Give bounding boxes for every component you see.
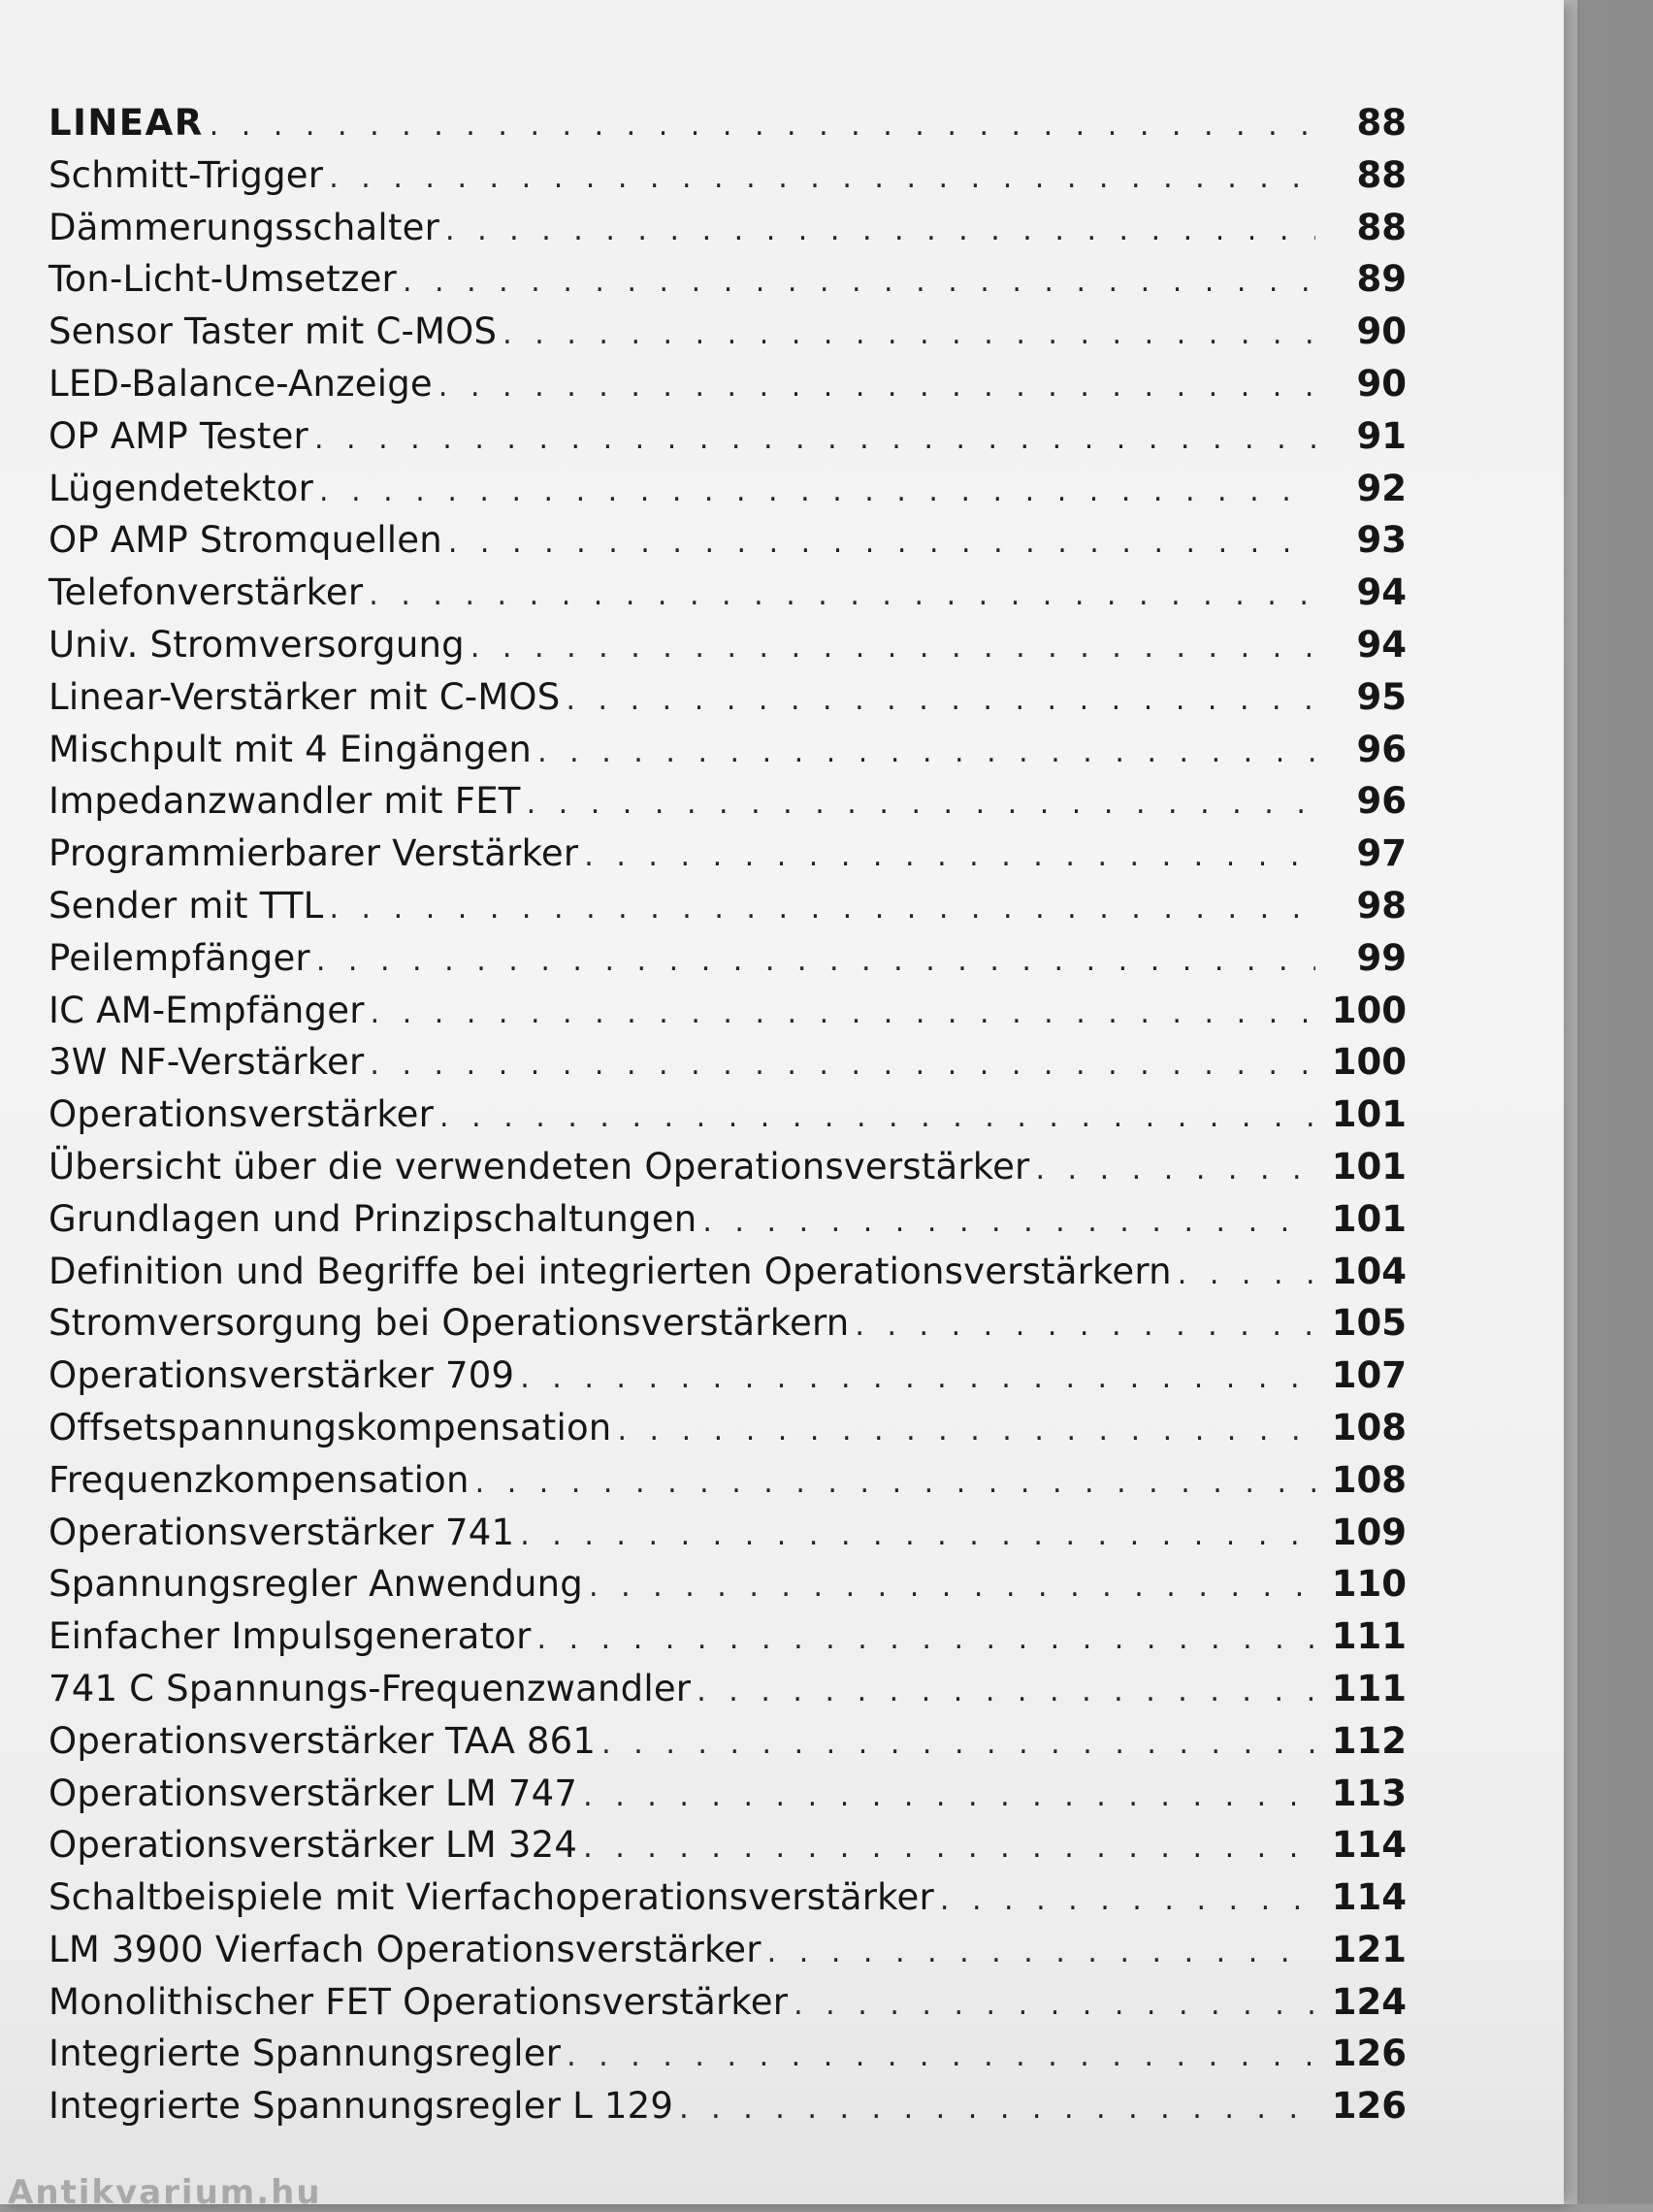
toc-entry-page-number: 124 bbox=[1331, 1980, 1407, 2023]
toc-entry-page-number: 100 bbox=[1331, 1041, 1407, 1084]
toc-leader-dots bbox=[697, 1666, 1315, 1718]
toc-leader-dots bbox=[314, 413, 1315, 466]
toc-leader-dots bbox=[439, 1091, 1315, 1144]
toc-leader-dots bbox=[584, 830, 1315, 883]
toc-entry-title: Lügendetektor bbox=[49, 467, 314, 509]
toc-entry bbox=[49, 2080, 1407, 2132]
toc-entry-page-number: 96 bbox=[1356, 780, 1407, 823]
toc-entry-page-number: 114 bbox=[1331, 1876, 1407, 1919]
toc-entry bbox=[49, 1350, 1407, 1402]
toc-entry-page-number: 89 bbox=[1356, 258, 1407, 301]
toc-entry-page-number: 105 bbox=[1331, 1302, 1407, 1345]
toc-entry bbox=[49, 985, 1407, 1037]
toc-entry bbox=[49, 1558, 1407, 1610]
toc-leader-dots bbox=[316, 935, 1315, 988]
toc-entry-title: 3W NF-Verstärker bbox=[49, 1041, 365, 1084]
toc-leader-dots bbox=[1035, 1144, 1315, 1196]
toc-entry bbox=[49, 619, 1407, 671]
toc-entry-page-number: 109 bbox=[1331, 1511, 1407, 1553]
toc-entry-title: IC AM-Empfänger bbox=[49, 989, 365, 1031]
toc-entry-page-number: 126 bbox=[1331, 2085, 1407, 2128]
toc-leader-dots bbox=[679, 2083, 1315, 2135]
toc-entry bbox=[49, 567, 1407, 619]
toc-entry bbox=[49, 306, 1407, 358]
toc-entry-page-number: 126 bbox=[1331, 2033, 1407, 2075]
toc-leader-dots bbox=[502, 309, 1315, 361]
toc-leader-dots bbox=[537, 1613, 1316, 1666]
toc-leader-dots bbox=[940, 1874, 1315, 1927]
toc-entry-title: Programmierbarer Verstärker bbox=[49, 832, 579, 875]
toc-entry-title: Sender mit TTL bbox=[49, 884, 324, 927]
toc-entry bbox=[49, 1246, 1407, 1298]
toc-entry-page-number: 93 bbox=[1356, 519, 1407, 562]
toc-entry-page-number: 111 bbox=[1331, 1615, 1407, 1658]
toc-entry-page-number: 110 bbox=[1331, 1563, 1407, 1606]
toc-entry bbox=[49, 1871, 1407, 1924]
toc-entry bbox=[49, 1454, 1407, 1507]
toc-entry-page-number: 108 bbox=[1331, 1406, 1407, 1448]
toc-entry-page-number: 91 bbox=[1356, 414, 1407, 457]
toc-entry-page-number: 94 bbox=[1356, 623, 1407, 666]
toc-entry-page-number: 96 bbox=[1356, 728, 1407, 770]
toc-entry-title: Stromversorgung bei Operationsverstärkern bbox=[49, 1302, 850, 1345]
toc-entry-title: Operationsverstärker LM 324 bbox=[49, 1824, 578, 1867]
toc-entry bbox=[49, 1297, 1407, 1350]
toc-entry-page-number: 94 bbox=[1356, 571, 1407, 614]
toc-entry-title: Integrierte Spannungsregler bbox=[49, 2033, 562, 2075]
toc-leader-dots bbox=[527, 778, 1315, 830]
toc-leader-dots bbox=[329, 152, 1315, 205]
toc-leader-dots bbox=[537, 727, 1315, 779]
toc-entry bbox=[49, 410, 1407, 463]
toc-entry-title: Univ. Stromversorgung bbox=[49, 623, 465, 666]
toc-entry-title: Impedanzwandler mit FET bbox=[49, 780, 521, 823]
toc-entry bbox=[49, 1193, 1407, 1246]
toc-entry-page-number: 101 bbox=[1331, 1093, 1407, 1136]
toc-entry-page-number: 90 bbox=[1356, 362, 1407, 405]
toc-entry-page-number: 95 bbox=[1356, 675, 1407, 718]
toc-entry-page-number: 121 bbox=[1331, 1928, 1407, 1970]
toc-entry-title: Sensor Taster mit C-MOS bbox=[49, 310, 498, 353]
toc-leader-dots bbox=[319, 466, 1315, 518]
toc-entry-title: Dämmerungsschalter bbox=[49, 206, 439, 248]
toc-entry-title: Operationsverstärker 741 bbox=[49, 1511, 515, 1553]
toc-leader-dots bbox=[601, 1718, 1315, 1771]
toc-entry-title: Operationsverstärker LM 747 bbox=[49, 1772, 578, 1814]
toc-entry-page-number: 92 bbox=[1356, 467, 1407, 509]
toc-entry-title: Schmitt-Trigger bbox=[49, 153, 324, 196]
toc-entry-title: OP AMP Tester bbox=[49, 414, 308, 457]
toc-leader-dots bbox=[438, 361, 1315, 413]
toc-entry-title: Operationsverstärker 709 bbox=[49, 1354, 515, 1397]
toc-leader-dots bbox=[855, 1300, 1315, 1352]
toc-entry-title: Operationsverstärker bbox=[49, 1093, 435, 1136]
toc-entry bbox=[49, 1402, 1407, 1454]
toc-leader-dots bbox=[589, 1561, 1315, 1613]
toc-leader-dots bbox=[403, 256, 1315, 309]
toc-entry-title: Linear-Verstärker mit C-MOS bbox=[49, 675, 561, 718]
toc-entry bbox=[49, 1610, 1407, 1663]
toc-entry-title: Definition und Begriffe bei integrierten Operationsverstärkern bbox=[49, 1250, 1172, 1292]
toc-entry bbox=[49, 1507, 1407, 1559]
toc-leader-dots bbox=[448, 517, 1315, 569]
toc-entry-title: Monolithischer FET Operationsverstärker bbox=[49, 1980, 789, 2023]
toc-leader-dots bbox=[702, 1196, 1315, 1249]
toc-leader-dots bbox=[566, 674, 1315, 727]
toc-entry bbox=[49, 253, 1407, 306]
toc-entry-page-number: 88 bbox=[1356, 102, 1407, 144]
toc-entry bbox=[49, 1663, 1407, 1715]
toc-entry-page-number: 100 bbox=[1331, 989, 1407, 1031]
toc-entry bbox=[49, 828, 1407, 880]
toc-entry bbox=[49, 880, 1407, 932]
toc-entry-title: Schaltbeispiele mit Vierfachoperationsverstärker bbox=[49, 1876, 934, 1919]
toc-entry-page-number: 98 bbox=[1356, 884, 1407, 927]
toc-leader-dots bbox=[583, 1771, 1315, 1823]
toc-leader-dots bbox=[445, 205, 1315, 257]
toc-leader-dots bbox=[1178, 1249, 1315, 1301]
toc-entry-page-number: 101 bbox=[1331, 1197, 1407, 1240]
toc-leader-dots bbox=[329, 883, 1315, 935]
toc-entry bbox=[49, 724, 1407, 776]
toc-entry bbox=[49, 1715, 1407, 1768]
watermark: Antikvarium.hu bbox=[8, 2173, 322, 2212]
toc-leader-dots bbox=[520, 1510, 1315, 1562]
toc-entry bbox=[49, 358, 1407, 410]
page-edge bbox=[1564, 0, 1577, 2204]
toc-entry-page-number: 104 bbox=[1331, 1250, 1407, 1292]
toc-entry-title: Übersicht über die verwendeten Operationsverstärker bbox=[49, 1145, 1030, 1187]
toc-leader-dots bbox=[369, 569, 1315, 622]
toc-entry-page-number: 88 bbox=[1356, 153, 1407, 196]
toc-entry bbox=[49, 1089, 1407, 1141]
toc-entry bbox=[49, 202, 1407, 254]
toc-entry-page-number: 101 bbox=[1331, 1145, 1407, 1187]
toc-leader-dots bbox=[794, 1979, 1315, 2032]
toc-entry bbox=[49, 514, 1407, 567]
toc-entry-page-number: 88 bbox=[1356, 206, 1407, 248]
toc-leader-dots bbox=[475, 1457, 1315, 1510]
toc-leader-dots bbox=[583, 1822, 1315, 1874]
toc-entry-page-number: 112 bbox=[1331, 1719, 1407, 1762]
toc-entry bbox=[49, 1819, 1407, 1871]
toc-entry-title: Integrierte Spannungsregler L 129 bbox=[49, 2085, 674, 2128]
toc-entry-page-number: 113 bbox=[1331, 1772, 1407, 1814]
toc-entry-title: LINEAR bbox=[49, 102, 204, 144]
toc-entry bbox=[49, 2028, 1407, 2080]
toc-entry-page-number: 97 bbox=[1356, 832, 1407, 875]
toc-entry-title: Operationsverstärker TAA 861 bbox=[49, 1719, 597, 1762]
toc-entry-title: 741 C Spannungs-Frequenzwandler bbox=[49, 1667, 692, 1709]
toc-entry bbox=[49, 1768, 1407, 1820]
toc-leader-dots bbox=[371, 988, 1315, 1040]
toc-entry bbox=[49, 1976, 1407, 2029]
toc-entry bbox=[49, 1141, 1407, 1193]
toc-entry-page-number: 114 bbox=[1331, 1824, 1407, 1867]
toc-entry-title: Telefonverstärker bbox=[49, 571, 364, 614]
toc-entry bbox=[49, 932, 1407, 985]
toc-leader-dots bbox=[767, 1927, 1315, 1979]
toc-entry-page-number: 99 bbox=[1356, 936, 1407, 979]
toc-entry-title: Grundlagen und Prinzipschaltungen bbox=[49, 1197, 697, 1240]
toc-entry bbox=[49, 463, 1407, 515]
toc-leader-dots bbox=[210, 100, 1315, 152]
toc-entry bbox=[49, 149, 1407, 202]
toc-leader-dots bbox=[567, 2031, 1315, 2083]
toc-leader-dots bbox=[617, 1405, 1315, 1457]
toc-entry-page-number: 107 bbox=[1331, 1354, 1407, 1397]
toc-leader-dots bbox=[470, 622, 1315, 674]
toc-entry-title: Frequenzkompensation bbox=[49, 1458, 470, 1501]
toc-entry-title: LED-Balance-Anzeige bbox=[49, 362, 433, 405]
toc-leader-dots bbox=[520, 1352, 1315, 1405]
toc-entry-title: Einfacher Impulsgenerator bbox=[49, 1615, 532, 1658]
toc-entry-page-number: 90 bbox=[1356, 310, 1407, 353]
toc-entry-title: Mischpult mit 4 Eingängen bbox=[49, 728, 533, 770]
toc-entry-title: Offsetspannungskompensation bbox=[49, 1406, 612, 1448]
table-of-contents bbox=[49, 97, 1407, 2132]
toc-entry bbox=[49, 1036, 1407, 1089]
toc-entry bbox=[49, 671, 1407, 724]
toc-entry-title: OP AMP Stromquellen bbox=[49, 519, 442, 562]
toc-entry bbox=[49, 775, 1407, 828]
toc-entry-page-number: 108 bbox=[1331, 1458, 1407, 1501]
toc-entry-title: Spannungsregler Anwendung bbox=[49, 1563, 583, 1606]
toc-entry-title: LM 3900 Vierfach Operationsverstärker bbox=[49, 1928, 762, 1970]
toc-entry-title: Ton-Licht-Umsetzer bbox=[49, 258, 397, 301]
toc-section-heading bbox=[49, 97, 1407, 149]
toc-entry bbox=[49, 1924, 1407, 1976]
toc-entry-page-number: 111 bbox=[1331, 1667, 1407, 1709]
toc-leader-dots bbox=[370, 1039, 1315, 1091]
toc-entry-title: Peilempfänger bbox=[49, 936, 310, 979]
